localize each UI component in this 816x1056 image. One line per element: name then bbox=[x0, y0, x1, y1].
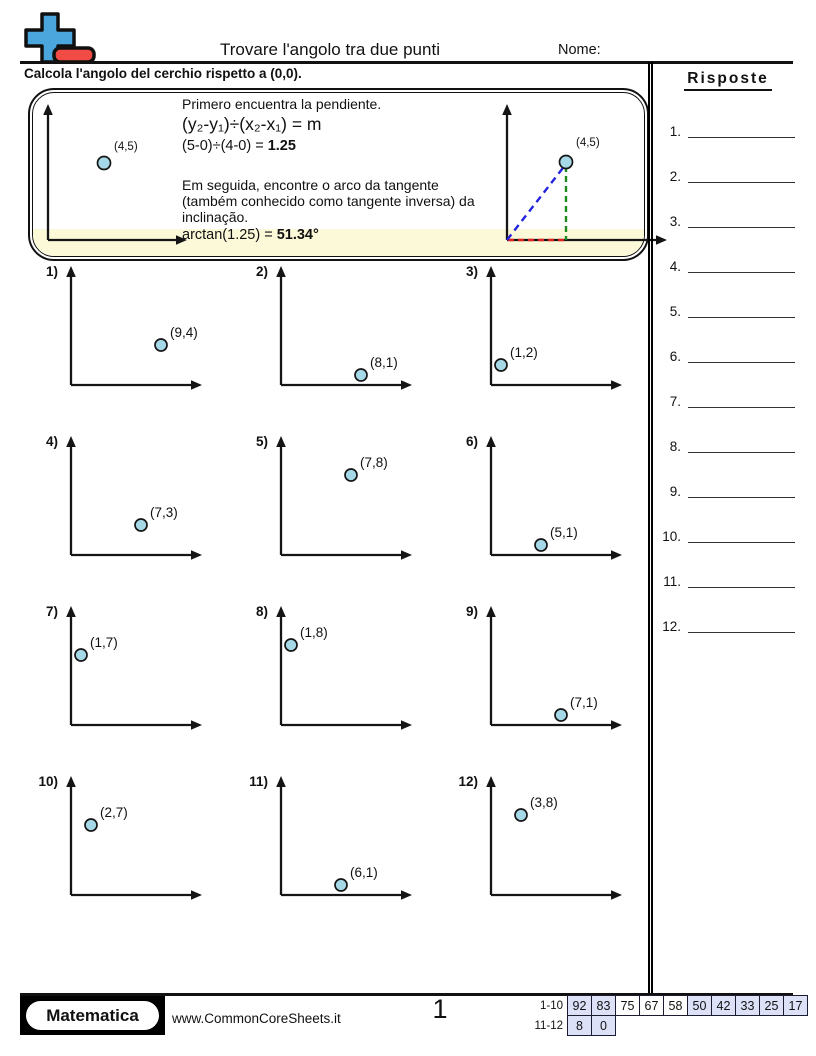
problem-cell bbox=[444, 262, 644, 427]
answer-row bbox=[657, 166, 795, 183]
problem-graph bbox=[272, 432, 432, 567]
example-box bbox=[28, 88, 649, 261]
answer-number: 5. bbox=[669, 303, 681, 319]
point-label: (7,3) bbox=[150, 505, 178, 520]
answer-blank-line bbox=[688, 272, 795, 273]
data-point bbox=[560, 156, 573, 169]
answer-blank-line bbox=[688, 182, 795, 183]
x-axis-arrow bbox=[191, 890, 202, 900]
point-label: (5,1) bbox=[550, 525, 578, 540]
problem-number: 12) bbox=[458, 774, 478, 789]
answer-row bbox=[657, 436, 795, 453]
data-point bbox=[285, 639, 297, 651]
brand-logo bbox=[20, 996, 165, 1035]
data-point bbox=[135, 519, 147, 531]
minus-icon bbox=[54, 48, 94, 62]
score-cell: 67 bbox=[640, 996, 664, 1016]
plus-minus-logo-icon bbox=[20, 12, 100, 68]
problem-cell bbox=[234, 262, 434, 427]
data-point bbox=[345, 469, 357, 481]
slope-calculation bbox=[182, 138, 488, 155]
answers-title-wrap bbox=[653, 70, 803, 91]
score-cell: 92 bbox=[568, 996, 592, 1016]
brand-label: Matematica bbox=[26, 1001, 159, 1030]
page-title: Trovare l'angolo tra due punti bbox=[220, 40, 440, 59]
problem-cell bbox=[234, 602, 434, 767]
problem-graph bbox=[482, 602, 642, 737]
example-graph-triangle bbox=[500, 96, 672, 254]
slope-dashed-line bbox=[507, 164, 566, 240]
problem-number: 2) bbox=[255, 264, 268, 279]
problem-graph bbox=[482, 432, 642, 567]
problem-graph bbox=[482, 772, 642, 907]
answer-blank-line bbox=[688, 317, 795, 318]
data-point bbox=[495, 359, 507, 371]
answer-number: 6. bbox=[669, 348, 681, 364]
website-text: www.CommonCoreSheets.it bbox=[172, 1011, 341, 1026]
score-cell: 42 bbox=[712, 996, 736, 1016]
y-axis-arrow bbox=[276, 266, 286, 277]
name-label: Nome: bbox=[558, 42, 601, 58]
answer-blank-line bbox=[688, 542, 795, 543]
score-cell: 83 bbox=[592, 996, 616, 1016]
score-cell: 8 bbox=[568, 1016, 592, 1036]
score-cell: 0 bbox=[592, 1016, 616, 1036]
score-row-label: 11-12 bbox=[534, 1019, 563, 1032]
x-axis-arrow bbox=[611, 380, 622, 390]
arctan-intro-text: Em seguida, encontre o arco da tangente (também conhecido como tangente inversa) da inclinação. bbox=[182, 176, 475, 226]
point-label: (2,7) bbox=[100, 805, 128, 820]
x-axis-arrow bbox=[611, 890, 622, 900]
score-row bbox=[527, 996, 808, 1016]
answer-number: 7. bbox=[669, 393, 681, 409]
problem-number: 3) bbox=[465, 264, 478, 279]
answer-blank-line bbox=[688, 407, 795, 408]
point-label: (1,2) bbox=[510, 345, 538, 360]
answer-row bbox=[657, 481, 795, 498]
answers-title: Risposte bbox=[684, 70, 771, 91]
answer-blank-line bbox=[688, 497, 795, 498]
x-axis-arrow bbox=[401, 720, 412, 730]
problem-cell bbox=[24, 602, 224, 767]
point-label: (8,1) bbox=[370, 355, 398, 370]
problem-number: 11) bbox=[249, 774, 268, 789]
point-label: (9,4) bbox=[170, 325, 198, 340]
problem-number: 6) bbox=[465, 434, 478, 449]
data-point bbox=[155, 339, 167, 351]
problem-number: 8) bbox=[255, 604, 268, 619]
answer-blank-line bbox=[688, 137, 795, 138]
y-axis-arrow bbox=[66, 266, 76, 277]
x-axis-arrow bbox=[191, 380, 202, 390]
example-explanation bbox=[182, 96, 488, 244]
x-axis-arrow bbox=[401, 890, 412, 900]
point-label: (4,5) bbox=[114, 141, 138, 153]
answer-row bbox=[657, 346, 795, 363]
problem-graph bbox=[62, 262, 222, 397]
slope-intro-text: Primero encuentra la pendiente. bbox=[182, 96, 382, 112]
y-axis-arrow bbox=[276, 606, 286, 617]
score-cell: 33 bbox=[736, 996, 760, 1016]
answers-panel bbox=[648, 62, 803, 995]
x-axis-arrow bbox=[611, 550, 622, 560]
answer-blank-line bbox=[688, 227, 795, 228]
slope-formula: (y₂-y₁)÷(x₂-x₁) = m bbox=[182, 114, 322, 135]
problem-graph bbox=[272, 602, 432, 737]
arctan-calc-result: 51.34° bbox=[276, 227, 319, 244]
score-row bbox=[527, 1016, 808, 1036]
y-axis-arrow bbox=[486, 606, 496, 617]
score-row-label: 1-10 bbox=[539, 999, 563, 1012]
problem-cell bbox=[234, 432, 434, 597]
x-axis-arrow bbox=[191, 720, 202, 730]
data-point bbox=[515, 809, 527, 821]
point-label: (7,1) bbox=[570, 695, 598, 710]
answer-row bbox=[657, 526, 795, 543]
problem-number: 9) bbox=[465, 604, 478, 619]
y-axis-arrow bbox=[276, 776, 286, 787]
x-axis-arrow bbox=[401, 550, 412, 560]
answer-row bbox=[657, 256, 795, 273]
problem-graph bbox=[272, 772, 432, 907]
problem-number: 10) bbox=[38, 774, 58, 789]
problem-graph bbox=[482, 262, 642, 397]
y-axis-arrow bbox=[66, 606, 76, 617]
point-label: (1,8) bbox=[300, 625, 328, 640]
answer-row bbox=[657, 121, 795, 138]
problem-cell bbox=[24, 772, 224, 937]
score-cell: 58 bbox=[664, 996, 688, 1016]
problem-cell bbox=[444, 432, 644, 597]
problem-graph bbox=[62, 772, 222, 907]
data-point bbox=[98, 157, 111, 170]
arctan-calculation bbox=[182, 227, 488, 244]
page-number: 1 bbox=[432, 994, 448, 1024]
answer-row bbox=[657, 616, 795, 633]
x-axis-arrow bbox=[401, 380, 412, 390]
y-axis-arrow bbox=[502, 104, 512, 115]
y-axis-arrow bbox=[43, 104, 53, 115]
x-axis-arrow bbox=[191, 550, 202, 560]
data-point bbox=[355, 369, 367, 381]
problem-graph bbox=[62, 602, 222, 737]
data-point bbox=[535, 539, 547, 551]
problem-number: 7) bbox=[45, 604, 58, 619]
y-axis-arrow bbox=[66, 776, 76, 787]
instruction-text: Calcola l'angolo del cerchio rispetto a (0,0). bbox=[24, 66, 302, 81]
score-table bbox=[527, 995, 808, 1036]
answer-row bbox=[657, 391, 795, 408]
problem-cell bbox=[24, 262, 224, 427]
answer-row bbox=[657, 571, 795, 588]
slope-calc-result: 1.25 bbox=[267, 138, 296, 155]
point-label: (4,5) bbox=[576, 137, 600, 149]
problem-cell bbox=[444, 602, 644, 767]
problem-number: 4) bbox=[45, 434, 58, 449]
problem-cell bbox=[234, 772, 434, 937]
x-axis-arrow bbox=[611, 720, 622, 730]
answer-number: 3. bbox=[669, 213, 681, 229]
score-cell: 50 bbox=[688, 996, 712, 1016]
answer-number: 9. bbox=[669, 483, 681, 499]
problem-number: 5) bbox=[255, 434, 268, 449]
answer-number: 10. bbox=[662, 528, 681, 544]
y-axis-arrow bbox=[486, 436, 496, 447]
answer-number: 4. bbox=[669, 258, 681, 274]
y-axis-arrow bbox=[66, 436, 76, 447]
slope-calc-prefix: (5-0)÷(4-0) = bbox=[182, 138, 268, 155]
problem-cell bbox=[24, 432, 224, 597]
problem-graph bbox=[272, 262, 432, 397]
point-label: (7,8) bbox=[360, 455, 388, 470]
data-point bbox=[555, 709, 567, 721]
answer-number: 11. bbox=[663, 573, 681, 589]
problem-cell bbox=[444, 772, 644, 937]
score-cell: 25 bbox=[760, 996, 784, 1016]
point-label: (3,8) bbox=[530, 795, 558, 810]
y-axis-arrow bbox=[486, 266, 496, 277]
answer-blank-line bbox=[688, 587, 795, 588]
data-point bbox=[75, 649, 87, 661]
answer-blank-line bbox=[688, 632, 795, 633]
problem-graph bbox=[62, 432, 222, 567]
answer-blank-line bbox=[688, 362, 795, 363]
point-label: (1,7) bbox=[90, 635, 118, 650]
data-point bbox=[335, 879, 347, 891]
arctan-calc-prefix: arctan(1.25) = bbox=[182, 227, 277, 244]
answer-number: 2. bbox=[669, 168, 681, 184]
answer-row bbox=[657, 211, 795, 228]
answer-number: 8. bbox=[669, 438, 681, 454]
problem-number: 1) bbox=[45, 264, 58, 279]
answer-blank-line bbox=[688, 452, 795, 453]
point-label: (6,1) bbox=[350, 865, 378, 880]
example-graph-plain bbox=[40, 98, 205, 254]
score-cell: 75 bbox=[616, 996, 640, 1016]
answer-number: 12. bbox=[662, 618, 681, 634]
answer-row bbox=[657, 301, 795, 318]
data-point bbox=[85, 819, 97, 831]
y-axis-arrow bbox=[486, 776, 496, 787]
score-cell: 17 bbox=[784, 996, 808, 1016]
score-table-body bbox=[527, 996, 808, 1036]
y-axis-arrow bbox=[276, 436, 286, 447]
answer-number: 1. bbox=[669, 123, 681, 139]
